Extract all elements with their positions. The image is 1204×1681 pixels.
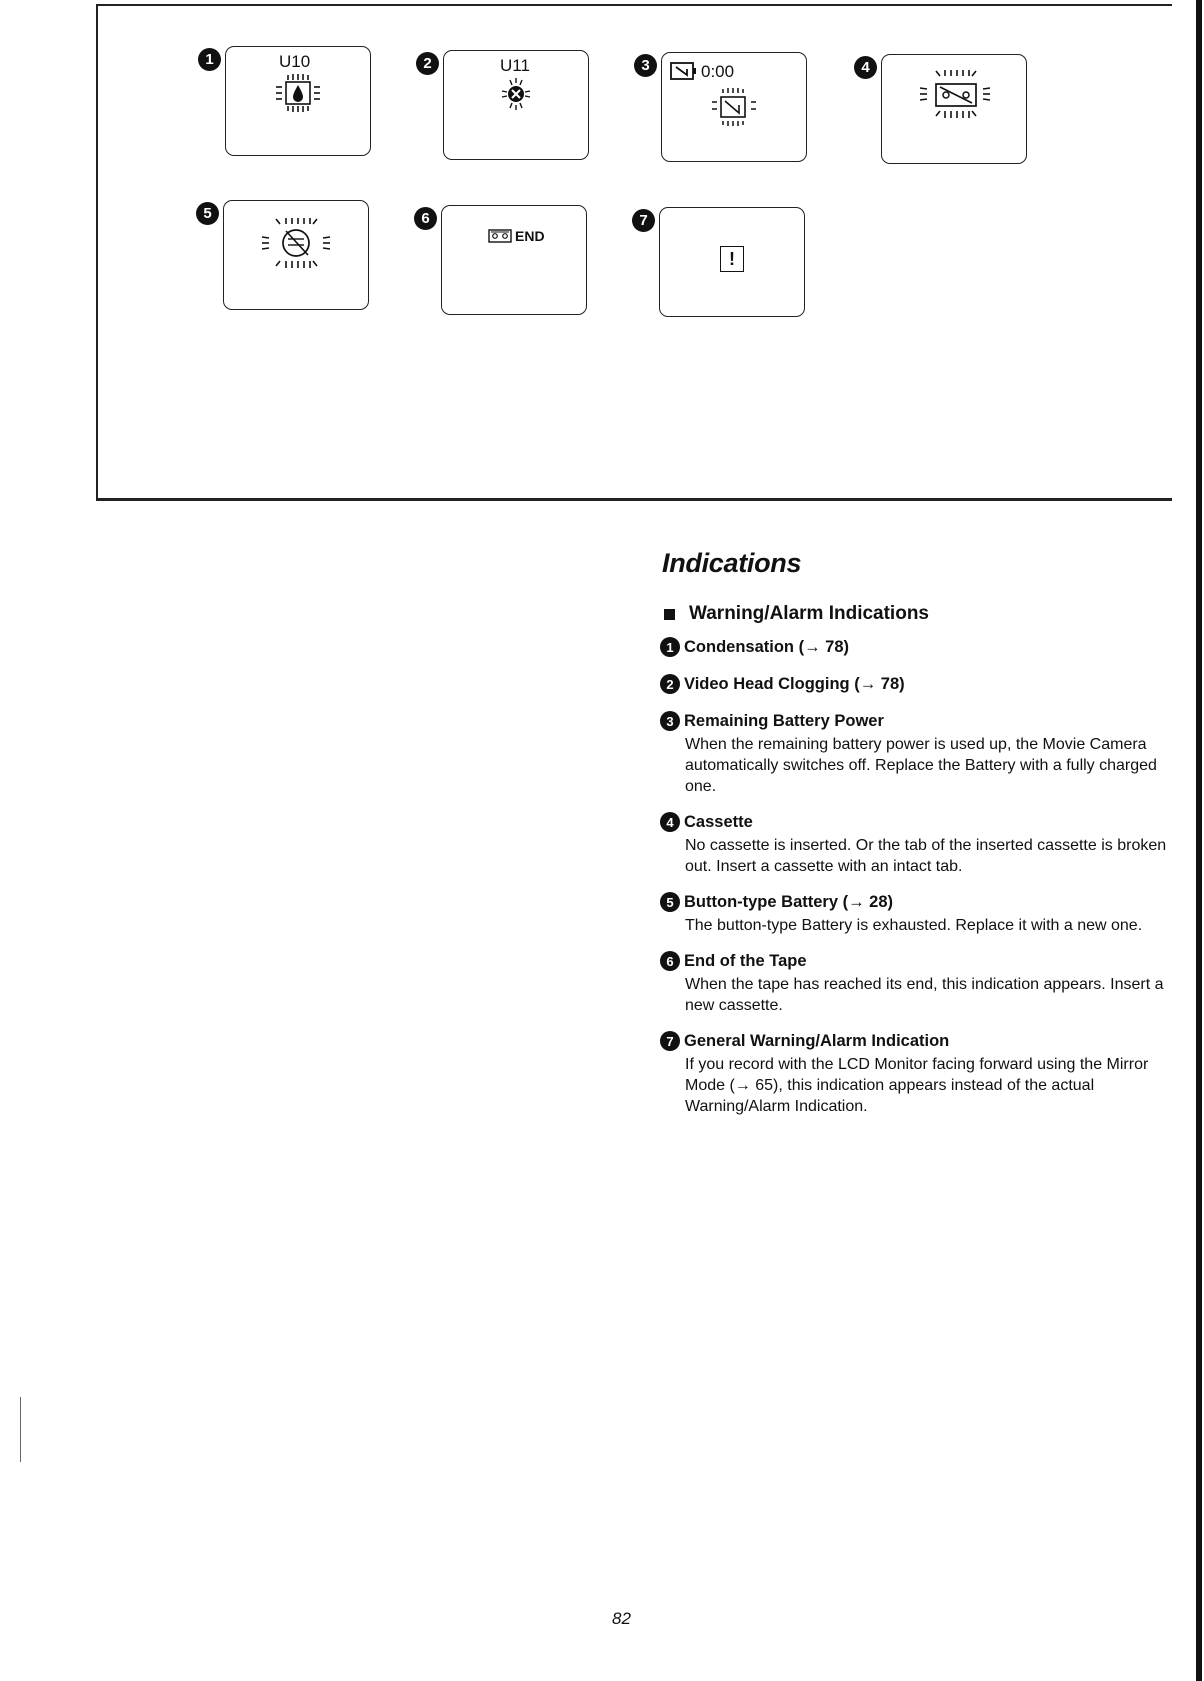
item-number: 4 bbox=[660, 812, 680, 832]
item-number: 6 bbox=[660, 951, 680, 971]
viewfinder-screen bbox=[659, 207, 805, 317]
battery-empty-icon bbox=[670, 61, 698, 81]
panel-number: 3 bbox=[634, 54, 657, 77]
indication-item-5 bbox=[660, 890, 1170, 936]
panel-number: 7 bbox=[632, 209, 655, 232]
item-number: 1 bbox=[660, 637, 680, 657]
subheading-text: Warning/Alarm Indications bbox=[689, 603, 929, 624]
tape-end-icon bbox=[488, 229, 512, 243]
viewfinder-screen bbox=[443, 50, 589, 160]
cassette-warning-icon bbox=[916, 67, 994, 121]
indications-section bbox=[660, 548, 1170, 1130]
panel-number: 6 bbox=[414, 207, 437, 230]
indication-item-7 bbox=[660, 1029, 1170, 1117]
tape-end-indicator bbox=[488, 228, 545, 244]
viewfinder-screen bbox=[661, 52, 807, 162]
item-heading: Remaining Battery Power bbox=[684, 711, 884, 730]
viewfinder-screen bbox=[881, 54, 1027, 164]
panel-number: 1 bbox=[198, 48, 221, 71]
square-bullet-icon bbox=[664, 609, 675, 620]
item-heading: General Warning/Alarm Indication bbox=[684, 1031, 950, 1050]
viewfinder-screen bbox=[225, 46, 371, 156]
condensation-icon bbox=[270, 73, 326, 113]
panel-number: 2 bbox=[416, 52, 439, 75]
item-body: When the remaining battery power is used up, the Movie Camera automatically switches off. Replace the Battery with a fully charged one. bbox=[685, 736, 1157, 795]
section-title: Indications bbox=[662, 548, 802, 578]
item-heading: End of the Tape bbox=[684, 951, 807, 970]
head-clogging-icon bbox=[496, 77, 536, 111]
panel-number: 5 bbox=[196, 202, 219, 225]
screen-code: U11 bbox=[500, 56, 530, 75]
item-heading: Cassette bbox=[684, 812, 753, 831]
scan-mark bbox=[20, 1397, 21, 1462]
remaining-time: 0:00 bbox=[701, 62, 735, 81]
page-edge-bar bbox=[1196, 0, 1202, 1681]
section-subheading bbox=[660, 603, 1170, 625]
viewfinder-screen bbox=[441, 205, 587, 315]
indication-item-4 bbox=[660, 810, 1170, 877]
item-heading: Video Head Clogging (→ 78) bbox=[684, 674, 905, 693]
exclamation-mark: ! bbox=[729, 248, 735, 269]
indication-item-2 bbox=[660, 672, 1170, 696]
item-number: 5 bbox=[660, 892, 680, 912]
item-heading: Button-type Battery (→ 28) bbox=[684, 892, 894, 911]
end-label: END bbox=[515, 228, 545, 244]
item-body: The button-type Battery is exhausted. Replace it with a new one. bbox=[685, 917, 1143, 934]
general-warning-icon bbox=[720, 246, 744, 272]
viewfinder-screen bbox=[223, 200, 369, 310]
battery-warning-icon bbox=[706, 87, 762, 127]
item-number: 2 bbox=[660, 674, 680, 694]
indication-item-3 bbox=[660, 709, 1170, 797]
item-number: 7 bbox=[660, 1031, 680, 1051]
button-battery-icon bbox=[256, 215, 336, 271]
panel-number: 4 bbox=[854, 56, 877, 79]
item-body: If you record with the LCD Monitor facing forward using the Mirror Mode (→ 65), this indication appears instead of the actual Warning/Alarm Indication. bbox=[685, 1056, 1149, 1115]
indication-item-6 bbox=[660, 949, 1170, 1016]
page-number: 82 bbox=[612, 1609, 631, 1628]
indication-item-1 bbox=[660, 635, 1170, 659]
item-heading: Condensation (→ 78) bbox=[684, 637, 850, 656]
screen-code: U10 bbox=[279, 52, 311, 71]
item-body: No cassette is inserted. Or the tab of the inserted cassette is broken out. Insert a cassette with an intact tab. bbox=[685, 837, 1167, 875]
item-body: When the tape has reached its end, this indication appears. Insert a new cassette. bbox=[685, 976, 1164, 1014]
item-number: 3 bbox=[660, 711, 680, 731]
